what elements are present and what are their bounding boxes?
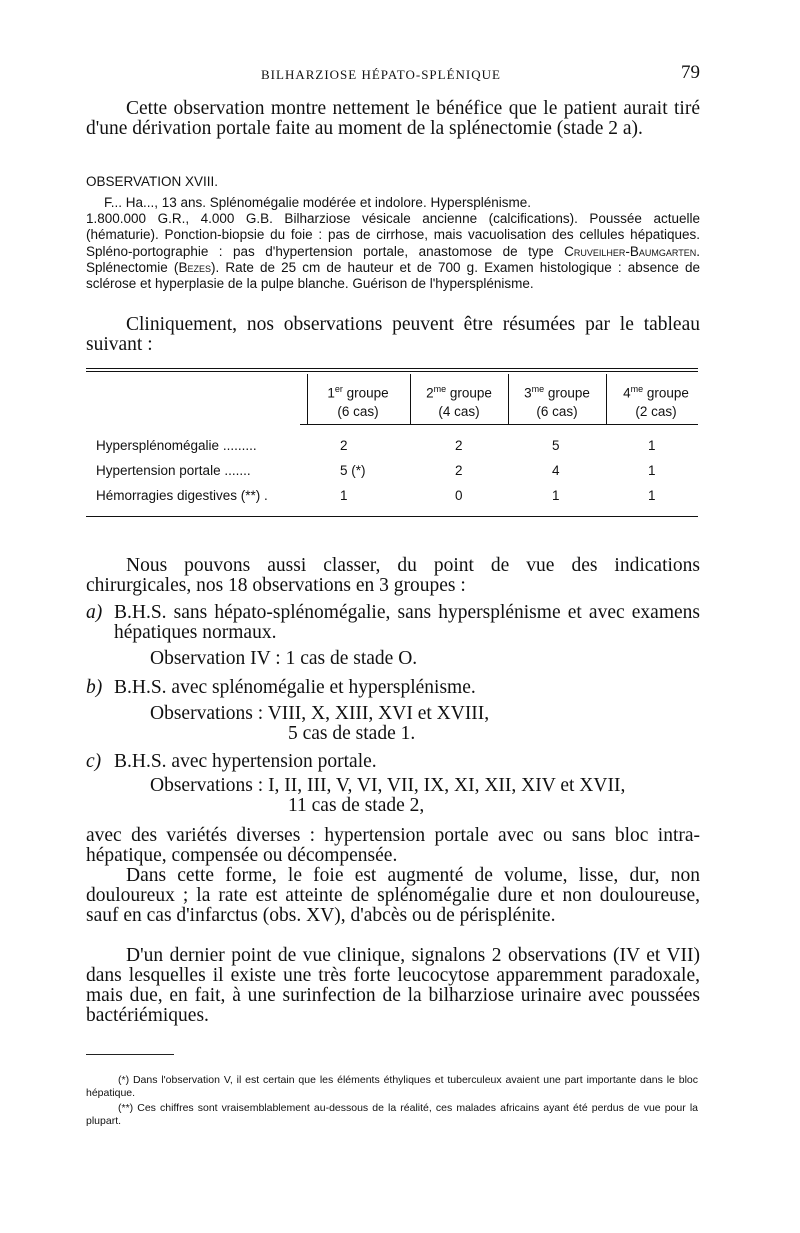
- clinical-paragraph: D'un dernier point de vue clinique, signalons 2 observations (IV et VII) dans lesquelles il existe une très forte leucocytose apparemment paradoxale, mais due, en fait, à une surinfection de la bilharziose urinaire avec poussées bactériémiques.: [86, 945, 700, 1026]
- group-a-observations: Observation IV : 1 cas de stade O.: [150, 648, 418, 669]
- page-header: [86, 64, 700, 88]
- observation-text-b: . Splénectomie (: [86, 243, 700, 275]
- page-number: 79: [681, 62, 700, 83]
- row-label-hypertension: Hypertension portale .......: [96, 463, 251, 478]
- table-bottom-rule: [86, 516, 698, 517]
- footnote-2: (**) Ces chiffres sont vraisemblablement au-dessous de la réalité, ces malades africains ayant été perdus de vue pour la plupart.: [86, 1102, 698, 1127]
- column-header-group-2: $2^{me}$ groupe (4 cas): [426, 384, 492, 419]
- observation-line-1: F... Ha..., 13 ans. Splénomégalie modérée et indolore. Hypersplénisme.: [104, 195, 531, 210]
- running-title: BILHARZIOSE HÉPATO-SPLÉNIQUE: [261, 67, 501, 82]
- column-header-group-4: $4^{me}$ groupe (2 cas): [623, 384, 689, 419]
- group-b-letter: b): [86, 677, 103, 698]
- footnote-1: (*) Dans l'observation V, il est certain que les éléments éthyliques et tuberculeux avaient une part importante dans le bloc hépatique.: [86, 1074, 698, 1099]
- group-c-cases: 11 cas de stade 2,: [288, 795, 425, 816]
- author-bezes: Bezes: [178, 259, 211, 275]
- liver-paragraph: Dans cette forme, le foie est augmenté de volume, lisse, dur, non douloureux ; la rate est atteinte de splénomégalie dure et non douloureuse, sauf en cas d'infarctus (obs. XV), d'abcès ou de périsplénite.: [86, 865, 700, 926]
- observation-details: [86, 211, 700, 292]
- group-b-text: B.H.S. avec splénomégalie et hypersplénisme.: [114, 677, 476, 698]
- group-b-observations: Observations : VIII, X, XIII, XVI et XVIII,: [150, 703, 490, 724]
- intro-paragraph: Cette observation montre nettement le bénéfice que le patient aurait tiré d'une dérivation portale faite au moment de la splénectomie (stade 2 a).: [86, 98, 700, 139]
- column-header-group-3: $3^{me}$ groupe (6 cas): [524, 384, 590, 419]
- table-cell: 1: [648, 488, 656, 503]
- group-b-cases: 5 cas de stade 1.: [288, 723, 416, 744]
- table-intro: Cliniquement, nos observations peuvent être résumées par le tableau suivant :: [86, 314, 700, 355]
- observation-text-c: ). Rate de 25 cm de hauteur et de 700 g. Examen histologique : absence de sclérose et hyperplasie de la pulpe blanche. Guérison de l'hypersplénisme.: [86, 259, 700, 292]
- row-label-hypersplenomegalie: Hypersplénomégalie .........: [96, 438, 257, 453]
- author-cruveilher: Cruveilher-Baumgarten: [564, 243, 697, 259]
- table-cell: 5 (*): [340, 463, 366, 478]
- table-cell: 1: [340, 488, 348, 503]
- table-cell: 4: [552, 463, 560, 478]
- table-cell: 5: [552, 438, 560, 453]
- group-c-observations: Observations : I, II, III, V, VI, VII, IX, XI, XII, XIV et XVII,: [150, 775, 626, 796]
- table-top-rule: [86, 368, 698, 369]
- table-cell: 1: [648, 463, 656, 478]
- group-a-text: B.H.S. sans hépato-splénomégalie, sans hypersplénisme et avec examens hépatiques normaux.: [114, 602, 700, 643]
- table-top-rule-2: [86, 371, 698, 372]
- table-cell: 2: [455, 463, 463, 478]
- table-cell: 2: [340, 438, 348, 453]
- table-cell: 1: [648, 438, 656, 453]
- footnote-rule: [86, 1054, 174, 1055]
- observation-body: [86, 195, 700, 292]
- table-header-rule: [300, 424, 698, 425]
- row-label-hemorragies: Hémorragies digestives (**) .: [96, 488, 268, 503]
- varieties-paragraph: avec des variétés diverses : hypertension portale avec ou sans bloc intra-hépatique, compensée ou décompensée.: [86, 825, 700, 866]
- group-a-letter: a): [86, 602, 103, 623]
- footnotes: [86, 1074, 698, 1127]
- observation-text-a: 1.800.000 G.R., 4.000 G.B. Bilharziose vésicale ancienne (calcifications). Poussée actuelle (hématurie). Ponction-biopsie du foie : pas de cirrhose, mais vacuolisation des cellules hépatiques. Spléno-portographie : pas d'hypertension portale, anastomose de type: [86, 211, 700, 259]
- column-header-group-1: 1er groupe (6 cas): [327, 384, 389, 419]
- group-c-text: B.H.S. avec hypertension portale.: [114, 751, 377, 772]
- table-cell: 2: [455, 438, 463, 453]
- group-c-letter: c): [86, 751, 102, 772]
- observation-title: OBSERVATION XVIII.: [86, 174, 219, 189]
- table-cell: 0: [455, 488, 463, 503]
- table-cell: 1: [552, 488, 560, 503]
- classification-intro: Nous pouvons aussi classer, du point de vue des indications chirurgicales, nos 18 observations en 3 groupes :: [86, 555, 700, 596]
